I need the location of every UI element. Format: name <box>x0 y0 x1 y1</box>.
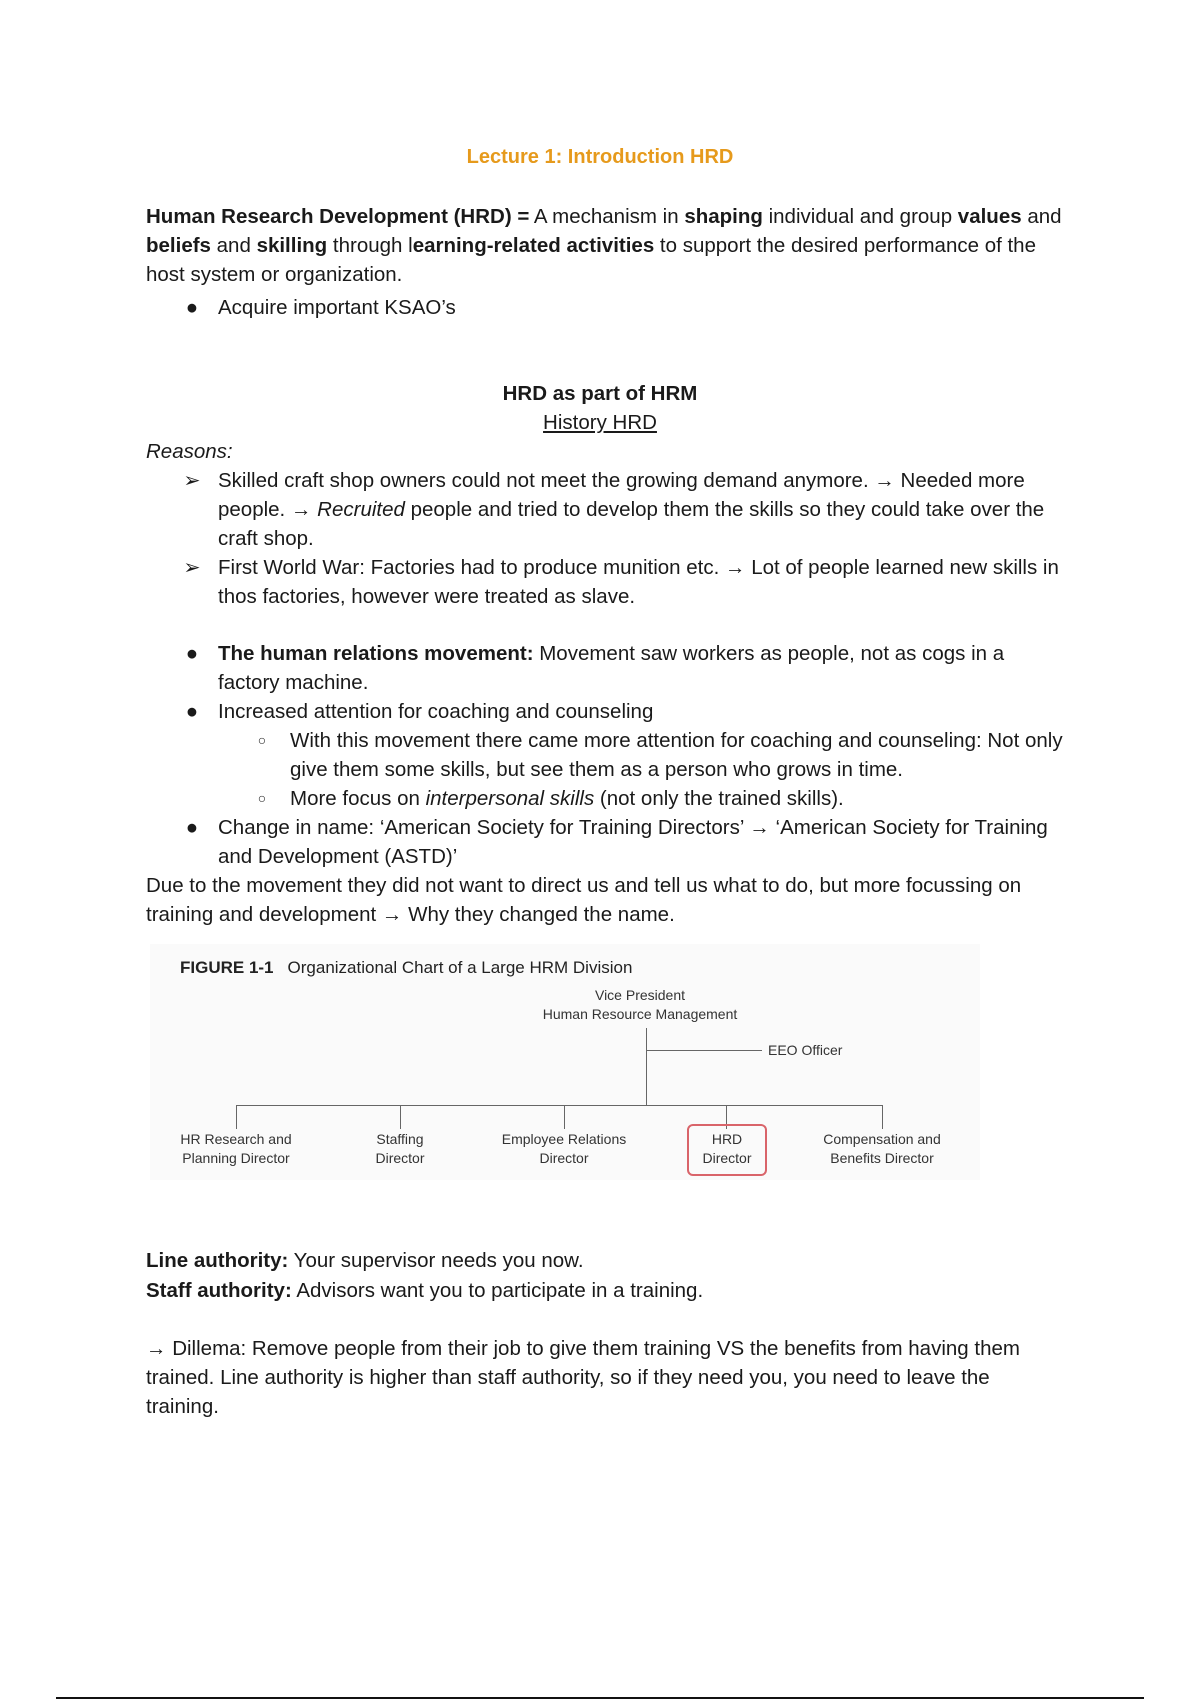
connector-line <box>236 1105 237 1129</box>
arrow-bullet-icon: ➢ <box>183 556 201 579</box>
line-authority: Line authority: Your supervisor needs you now. <box>146 1249 584 1272</box>
circle-bullet-icon: ○ <box>257 732 267 748</box>
org-chart-figure <box>150 944 980 1180</box>
org-node-hrd: HRD Director <box>702 1131 752 1166</box>
definition-term: Human Research Development (HRD) = <box>146 205 530 228</box>
document-page: Lecture 1: Introduction HRD Human Research Development (HRD) = A mechanism in shaping individual and group values and beliefs and skilling through learning-related activities to support the desired performance of the host system or organization. ● Acquire important KSAO’s HRD as part of HRM History HRD Reasons: ➢ Skilled craft shop owners could not meet the growing demand anymore. → Needed more people. → Recruited people and tried to develop them the skills so they could take over the craft shop. ➢ First World War: Factories had to produce munition etc. → Lot of people learned new skills in thos factories, however were treated as slave. ● The human relations movement: Movement saw workers as people, not as cogs in a factory machine. ● Increased attention for coaching and counseling ○ With this movement there came more attention for coaching and counseling: Not only give them some skills, but see them as a person who grows in time. ○ More focus on interpersonal skills (not only the trained skills). ● Change in name: ‘American Society for Training Directors’ → ‘American Society for Training and Development (ASTD)’ Due to the movement they did not want to direct us and tell us what to do, but more focussing on training and development → Why they changed the name. FIGURE 1-1 Organizational Chart of a Large HRM Division Vice President Human Resource Management EEO Officer HR Research and Planning Director Staffing Director Employee Relations Director HRD Director Compensation and Benefits Director Line authority: Your supervisor needs you now. Staff authority: Advisors want you to participate in a training. → Dillema: Remove people from their job to give them training VS the benefits from having them trained. Line authority is higher than staff authority, so if they need you, you need to leave the training. <box>0 0 1200 1700</box>
dilemma-paragraph: → Dillema: Remove people from their job to give them training VS the benefits from having them trained. Line authority is higher than staff authority, so if they need you, you need to leave the training. <box>146 1337 1020 1418</box>
bullet-icon: ● <box>185 642 199 665</box>
section-subheading: History HRD <box>543 411 657 434</box>
conclusion-paragraph: Due to the movement they did not want to direct us and tell us what to do, but more focussing on training and development → Why they changed the name. <box>146 874 1022 926</box>
connector-line <box>564 1105 565 1129</box>
arrow-bullet-icon: ➢ <box>183 469 201 492</box>
connector-line <box>646 1028 647 1105</box>
bullet-icon: ● <box>185 700 199 723</box>
org-node-employee-relations: Employee Relations Director <box>501 1131 627 1166</box>
section-heading: HRD as part of HRM <box>502 382 698 405</box>
org-node-compensation: Compensation and Benefits Director <box>823 1131 941 1166</box>
connector-line <box>646 1050 762 1051</box>
figure-caption: FIGURE 1-1 Organizational Chart of a Large HRM Division <box>180 958 633 977</box>
footer-divider <box>56 1697 1144 1699</box>
reasons-label: Reasons: <box>146 440 233 463</box>
org-node-hr-research: HR Research and Planning Director <box>180 1131 292 1166</box>
figure-label: FIGURE 1-1 <box>180 958 274 977</box>
page-title: Lecture 1: Introduction HRD <box>466 146 734 168</box>
bullet-icon: ● <box>185 816 199 839</box>
circle-bullet-icon: ○ <box>257 790 267 806</box>
bullet-icon: ● <box>185 296 199 319</box>
staff-authority: Staff authority: Advisors want you to participate in a training. <box>146 1279 704 1302</box>
org-node-vice-president: Vice President Human Resource Management <box>542 987 738 1022</box>
connector-line <box>400 1105 401 1129</box>
connector-line <box>882 1105 883 1129</box>
definition-paragraph: Human Research Development (HRD) = A mechanism in shaping individual and group values and beliefs and skilling through learning-related activities to support the desired performance of the host system or organization. <box>146 205 1062 286</box>
org-node-eeo-officer: EEO Officer <box>768 1042 843 1058</box>
org-node-staffing: Staffing Director <box>375 1131 425 1166</box>
connector-line <box>236 1105 882 1106</box>
